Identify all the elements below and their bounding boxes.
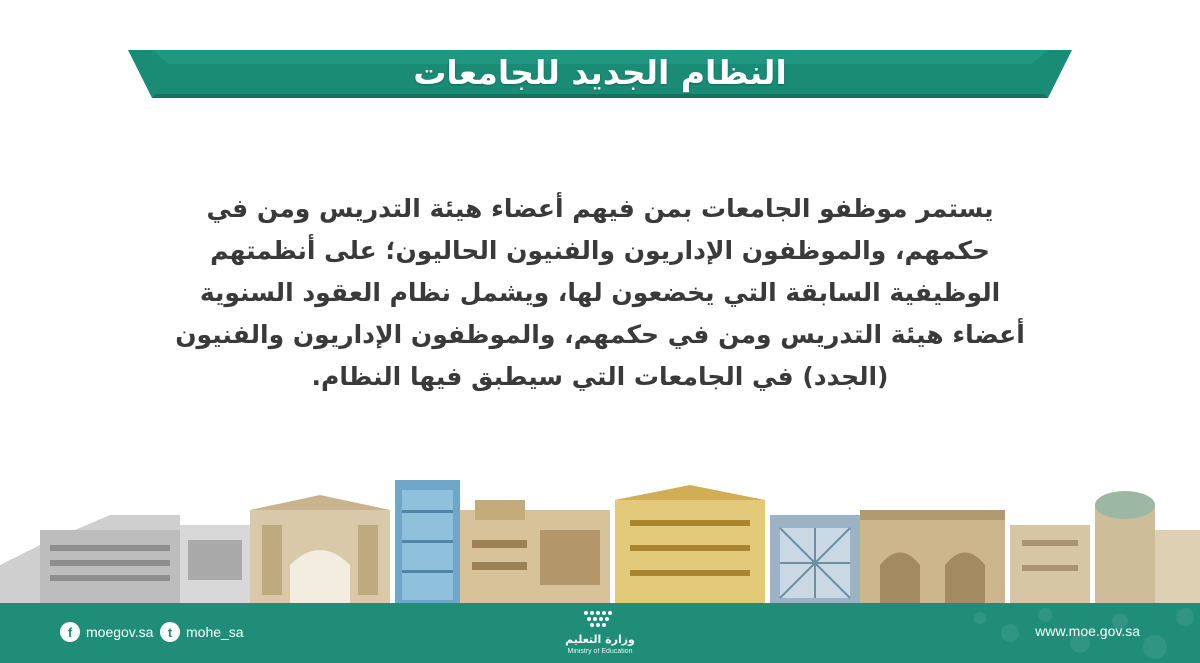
- text-line: (الجدد) في الجامعات التي سيطبق فيها النظام.: [311, 362, 889, 391]
- footer-bar: [0, 603, 1200, 663]
- text-line: أعضاء هيئة التدريس ومن في حكمهم، والموظفون الإداريون والفنيون: [175, 320, 1025, 349]
- twitter-handle: mohe_sa: [186, 624, 244, 640]
- building-3: [395, 480, 460, 605]
- twitter-icon: t: [160, 622, 180, 642]
- building-2: [250, 495, 390, 605]
- building-6: [770, 515, 860, 605]
- ministry-name-en: Ministry of Education: [567, 648, 633, 655]
- ministry-name-ar: وزارة التعليم: [565, 633, 635, 646]
- text-line: حكمهم، والموظفون الإداريون والفنيون الحاليون؛ على أنظمتهم: [210, 236, 990, 265]
- building-8: [1010, 491, 1200, 605]
- facebook-link[interactable]: [60, 621, 153, 643]
- ministry-logo-mark: [580, 609, 620, 633]
- ministry-logo: [545, 607, 655, 661]
- building-5: [615, 485, 765, 605]
- text-line: يستمر موظفو الجامعات بمن فيهم أعضاء هيئة التدريس ومن في: [206, 194, 994, 223]
- facebook-icon: f: [60, 622, 80, 642]
- announcement-text: [140, 188, 1060, 398]
- website-link[interactable]: www.moe.gov.sa: [1035, 623, 1140, 639]
- twitter-link[interactable]: [160, 621, 244, 643]
- building-4: [460, 500, 610, 605]
- university-buildings-illustration: [0, 470, 1200, 605]
- title-banner: [128, 44, 1072, 102]
- page-title: النظام الجديد للجامعات: [413, 53, 787, 92]
- facebook-handle: moegov.sa: [86, 624, 154, 640]
- text-line: الوظيفية السابقة التي يخضعون لها، ويشمل نظام العقود السنوية: [199, 278, 1001, 307]
- building-7: [860, 510, 1005, 605]
- building-1: [0, 515, 250, 605]
